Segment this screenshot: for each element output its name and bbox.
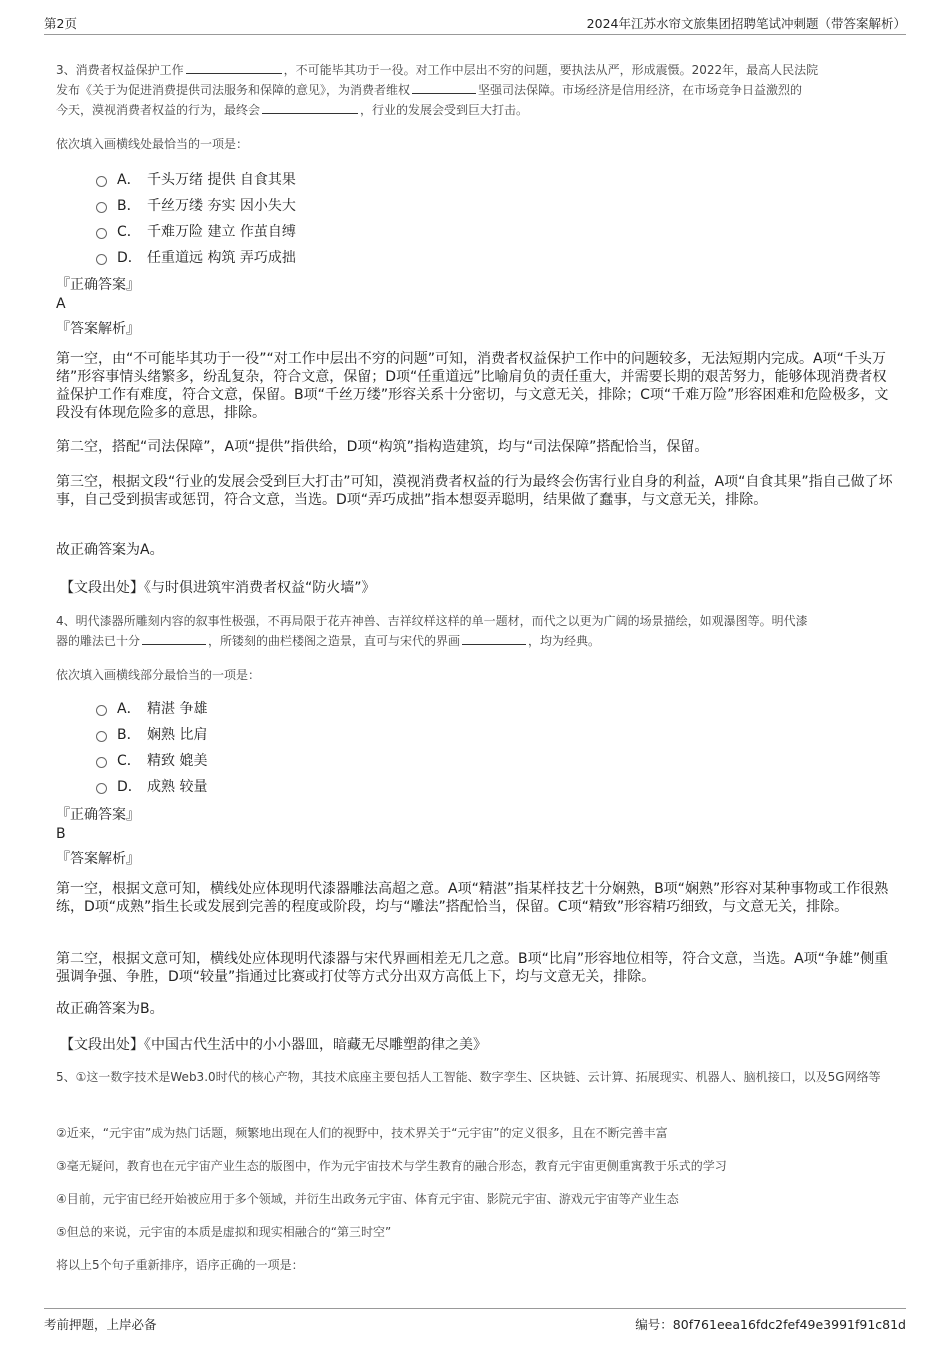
question-4 [56,611,896,651]
page-number: 第2页 [44,16,77,31]
option-a[interactable]: A． 精湛 争雄 [96,695,207,721]
blank [186,61,282,74]
sentence-1: 5、①这一数字技术是Web3.0时代的核心产物，其技术底座主要包括人工智能、数字孪生、区块链、云计算、拓展现实、机器人、脑机接口，以及5G网络等 [56,1070,881,1084]
radio-icon[interactable] [96,228,107,239]
analysis-label: 『答案解析』 [56,851,140,867]
document-code: 编号：80f761eea16fdc2fef49e3991f91c81d [635,1317,906,1332]
analysis-conclusion: 故正确答案为A。 [56,542,164,558]
sentence-4: ④目前，元宇宙已经开始被应用于多个领域，并衍生出政务元宇宙、体育元宇宙、影院元宇宙、游戏元宇宙等产业生态 [56,1192,679,1206]
question-3-instruction: 依次填入画横线处最恰当的一项是： [56,137,249,151]
question-3-options [96,166,296,270]
radio-icon[interactable] [96,202,107,213]
analysis-conclusion: 故正确答案为B。 [56,1001,164,1017]
page-header [44,12,906,35]
blank [142,632,206,645]
radio-icon[interactable] [96,176,107,187]
analysis-paragraph: 第二空，根据文意可知，横线处应体现明代漆器与宋代界画相差无几之意。B项“比肩”形容地位相等，符合文意，当选。A项“争雄”侧重强调争强、争胜，D项“较量”指通过比赛或打仗等方式分出双方高低上下，均与文意无关，排除。 [56,951,889,985]
analysis-paragraph: 第一空，由“不可能毕其功于一役”“对工作中层出不穷的问题”可知，消费者权益保护工作中的问题较多，无法短期内完成。A项“千头万绪”形容事情头绪繁多，纷乱复杂，符合文意，保留；D项“任重道远”比喻肩负的责任重大，并需要长期的艰苦努力，能够体现消费者权益保护工作有难度，符合文意，保留。B项“千丝万缕”形容关系十分密切，与文意无关，排除；C项“千难万险”形容困难和危险极多，文段没有体现危险多的意思，排除。 [56,351,889,421]
radio-icon[interactable] [96,705,107,716]
option-c[interactable]: C． 精致 媲美 [96,747,207,773]
sentence-5: ⑤但总的来说，元宇宙的本质是虚拟和现实相融合的“第三时空” [56,1225,392,1239]
option-d[interactable]: D． 任重道远 构筑 弄巧成拙 [96,244,296,270]
blank [262,101,358,114]
question-5 [56,1067,896,1087]
page-footer [44,1308,906,1339]
source-citation: 【文段出处】《与时俱进筑牢消费者权益“防火墙”》 [60,580,376,596]
question-3 [56,60,896,120]
question-3-stem: 3、消费者权益保护工作 ，不可能毕其功于一役。对工作中层出不穷的问题，要执法从严，形成震慑。2022年，最高人民法院 发布《关于为促进消费提供司法服务和保障的意见》，为消费者维权 坚强司法保障。市场经济是信用经济，在市场竞争日益激烈的 今天，漠视消费者权益的行为，最终会 ，行业的发展会受到巨大打击。 [56,63,819,117]
question-5-instruction: 将以上5个句子重新排序，语序正确的一项是： [56,1258,304,1272]
analysis-paragraph: 第三空，根据文段“行业的发展会受到巨大打击”可知，漠视消费者权益的行为最终会伤害行业自身的利益，A项“自食其果”指自己做了坏事，自己受到损害或惩罚，符合文意，当选。D项“弄巧成拙”指本想耍弄聪明，结果做了蠢事，与文意无关，排除。 [56,474,893,508]
source-citation: 【文段出处】《中国古代生活中的小小器皿，暗藏无尽雕塑韵律之美》 [60,1037,487,1053]
radio-icon[interactable] [96,731,107,742]
option-b[interactable]: B． 娴熟 比肩 [96,721,207,747]
blank [412,81,476,94]
document-title: 2024年江苏水帘文旅集团招聘笔试冲刺题（带答案解析） [586,16,906,31]
option-c[interactable]: C． 千难万险 建立 作茧自缚 [96,218,296,244]
question-4-stem: 4、明代漆器所雕刻内容的叙事性极强，不再局限于花卉神兽、吉祥纹样这样的单一题材，而代之以更为广阔的场景描绘，如观瀑图等。明代漆 器的雕法已十分 ，所镂刻的曲栏楼阁之造景，直可与宋代的界画 ，均为经典。 [56,614,808,648]
question-4-instruction: 依次填入画横线部分最恰当的一项是： [56,668,261,682]
radio-icon[interactable] [96,254,107,265]
sentence-2: ②近来，“元宇宙”成为热门话题，频繁地出现在人们的视野中，技术界关于“元宇宙”的定义很多，且在不断完善丰富 [56,1126,668,1140]
analysis-paragraph: 第一空，根据文意可知，横线处应体现明代漆器雕法高超之意。A项“精湛”指某样技艺十分娴熟，B项“娴熟”形容对某种事物或工作很熟练，D项“成熟”指生长或发展到完善的程度或阶段，均与“雕法”搭配恰当，保留。C项“精致”形容精巧细致，与文意无关，排除。 [56,881,889,915]
answer-label: 『正确答案』 [56,277,140,293]
analysis-label: 『答案解析』 [56,321,140,337]
answer-label: 『正确答案』 [56,807,140,823]
option-a[interactable]: A． 千头万绪 提供 自食其果 [96,166,296,192]
question-4-options [96,695,207,799]
radio-icon[interactable] [96,783,107,794]
radio-icon[interactable] [96,757,107,768]
sentence-3: ③毫无疑问，教育也在元宇宙产业生态的版图中，作为元宇宙技术与学生教育的融合形态，教育元宇宙更侧重寓教于乐式的学习 [56,1159,727,1173]
footer-slogan: 考前押题，上岸必备 [44,1317,157,1332]
correct-answer: B [56,826,66,842]
option-d[interactable]: D． 成熟 较量 [96,773,207,799]
option-b[interactable]: B． 千丝万缕 夯实 因小失大 [96,192,296,218]
blank [462,632,526,645]
correct-answer: A [56,296,66,312]
analysis-paragraph: 第二空，搭配“司法保障”，A项“提供”指供给，D项“构筑”指构造建筑，均与“司法保障”搭配恰当，保留。 [56,439,709,455]
